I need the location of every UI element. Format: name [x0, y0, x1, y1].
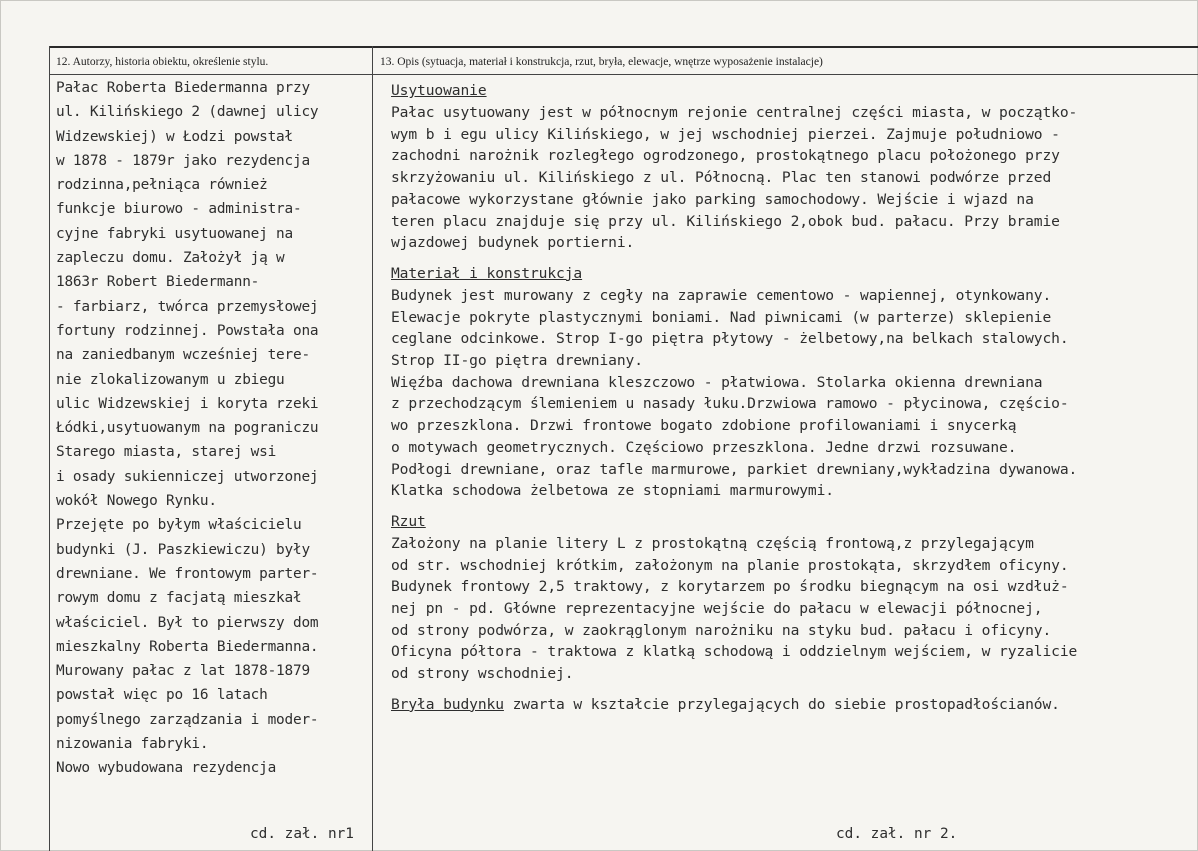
column-divider: [372, 46, 373, 851]
section-line: od strony podwórza, w zaokrąglonym narożniku na styku bud. pałacu i oficyny.: [391, 621, 1052, 639]
history-line: Łódki,usytuowanym na pograniczu: [56, 420, 319, 437]
history-line: fortuny rodzinnej. Powstała ona: [56, 322, 319, 339]
section-line: Klatka schodowa żelbetowa ze stopniami marmurowymi.: [391, 482, 834, 500]
section-line: skrzyżowaniu ul. Kilińskiego z ul. Północną. Plac ten stanowi podwórze przed: [391, 169, 1052, 187]
history-line: rowym domu z facjatą mieszkał: [56, 590, 302, 607]
history-line: ul. Kilińskiego 2 (dawnej ulicy: [56, 104, 319, 121]
history-line: na zaniedbanym wcześniej tere-: [56, 347, 310, 364]
history-line: Starego miasta, starej wsi: [56, 444, 277, 461]
description-section: [391, 511, 1196, 685]
description-section: [391, 80, 1196, 254]
history-line: 1863r Robert Biedermann-: [56, 274, 260, 291]
header-rule: [50, 74, 1198, 75]
history-line: ulic Widzewskiej i koryta rzeki: [56, 395, 319, 412]
section-line: Założony na planie litery L z prostokątną częścią frontową,z przylegającym: [391, 534, 1034, 552]
history-line: w 1878 - 1879r jako rezydencja: [56, 152, 310, 169]
section-line: Elewacje pokryte plastycznymi boniami. Nad piwnicami (w parterze) sklepienie: [391, 308, 1052, 326]
history-line: pomyślnego zarządzania i moder-: [56, 711, 319, 728]
history-line: mieszkalny Roberta Biedermanna.: [56, 638, 319, 655]
section-line: teren placu znajduje się przy ul. Kilińskiego 2,obok bud. pałacu. Przy bramie: [391, 212, 1060, 230]
history-line: rodzinna,pełniąca również: [56, 177, 268, 194]
history-line: drewniane. We frontowym parter-: [56, 565, 319, 582]
history-line: Pałac Roberta Biedermanna przy: [56, 80, 310, 96]
history-line: Murowany pałac z lat 1878-1879: [56, 663, 310, 680]
top-rule: [50, 46, 1198, 48]
history-line: zapleczu domu. Założył ją w: [56, 250, 285, 267]
history-line: nie zlokalizowanym u zbiegu: [56, 371, 285, 388]
section-line: z przechodzącym ślemieniem u nasady łuku.Drzwiowa ramowo - płycinowa, częścio-: [391, 395, 1069, 413]
history-line: - farbiarz, twórca przemysłowej: [56, 298, 319, 315]
history-text: [56, 76, 372, 781]
left-border: [49, 46, 50, 851]
section-line: o motywach geometrycznych. Częściowo przeszklona. Jedne drzwi rozsuwane.: [391, 438, 1017, 456]
section-line: wym b i egu ulicy Kilińskiego, w jej wschodniej pierzei. Zajmuje południowo -: [391, 125, 1060, 143]
section-line: od strony wschodniej.: [391, 665, 574, 683]
history-line: wokół Nowego Rynku.: [56, 493, 217, 510]
description-text: [391, 80, 1196, 716]
section-line: zachodni narożnik rozległego ogrodzonego, prostokątnego placu położonego przy: [391, 147, 1060, 165]
section-line: Strop II-go piętra drewniany.: [391, 352, 643, 370]
section-line: wo przeszklona. Drzwi frontowe bogato zdobione profilowaniami i snycerką: [391, 417, 1017, 435]
section-line: pałacowe wykorzystane głównie jako parking samochodowy. Wejście i wjazd na: [391, 190, 1034, 208]
section-line: Pałac usytuowany jest w północnym rejonie centralnej części miasta, w początko-: [391, 104, 1078, 121]
section-line: wjazdowej budynek portierni.: [391, 234, 635, 252]
history-line: nizowania fabryki.: [56, 736, 209, 753]
section-line: od str. wschodniej krótkim, założonym na planie prostokąta, skrzydłem oficyny.: [391, 556, 1069, 574]
section-line: ceglane odcinkowe. Strop I-go piętra płytowy - żelbetowy,na belkach stalowych.: [391, 330, 1069, 348]
history-line: Nowo wybudowana rezydencja: [56, 760, 277, 777]
right-column-header: 13. Opis (sytuacja, materiał i konstrukcja, rzut, bryła, elewacje, wnętrze wyposażenie instalacje): [380, 56, 823, 68]
section-line: Podłogi drewniane, oraz tafle marmurowe, parkiet drewniany,wykładzina dywanowa.: [391, 460, 1078, 478]
history-line: i osady sukienniczej utworzonej: [56, 468, 319, 485]
history-line: budynki (J. Paszkiewiczu) były: [56, 541, 310, 558]
section-title: Usytuowanie: [391, 82, 487, 99]
section-text: zwarta w kształcie przylegających do siebie prostopadłościanów.: [503, 695, 1060, 713]
section-title: Rzut: [391, 512, 426, 530]
history-line: cyjne fabryki usytuowanej na: [56, 225, 293, 242]
right-footer-note: cd. zał. nr 2.: [836, 826, 958, 842]
section-line: nej pn - pd. Główne reprezentacyjne wejście do pałacu w elewacji północnej,: [391, 600, 1043, 618]
section-title: Bryła budynku: [391, 695, 504, 713]
section-line: Oficyna półtora - traktowa z klatką schodową i oddzielnym wejściem, w ryzalicie: [391, 643, 1078, 661]
history-line: funkcje biurowo - administra-: [56, 201, 302, 218]
section-line: Więźba dachowa drewniana kleszczowo - płatwiowa. Stolarka okienna drewniana: [391, 373, 1043, 391]
section-title: Materiał i konstrukcja: [391, 264, 583, 282]
history-line: Widzewskiej) w Łodzi powstał: [56, 128, 293, 145]
section-line: Budynek frontowy 2,5 traktowy, z korytarzem po środku biegnącym na osi wzdłuż-: [391, 578, 1069, 596]
history-line: Przejęte po byłym właścicielu: [56, 517, 302, 534]
left-column-header: 12. Autorzy, historia obiektu, określenie stylu.: [56, 56, 269, 68]
description-section: [391, 263, 1196, 502]
history-line: właściciel. Był to pierwszy dom: [56, 614, 319, 631]
left-footer-note: cd. zał. nr1: [250, 826, 354, 842]
section-line: Budynek jest murowany z cegły na zaprawie cementowo - wapiennej, otynkowany.: [391, 286, 1052, 304]
history-line: powstał więc po 16 latach: [56, 687, 268, 704]
section-line: [391, 694, 1196, 716]
